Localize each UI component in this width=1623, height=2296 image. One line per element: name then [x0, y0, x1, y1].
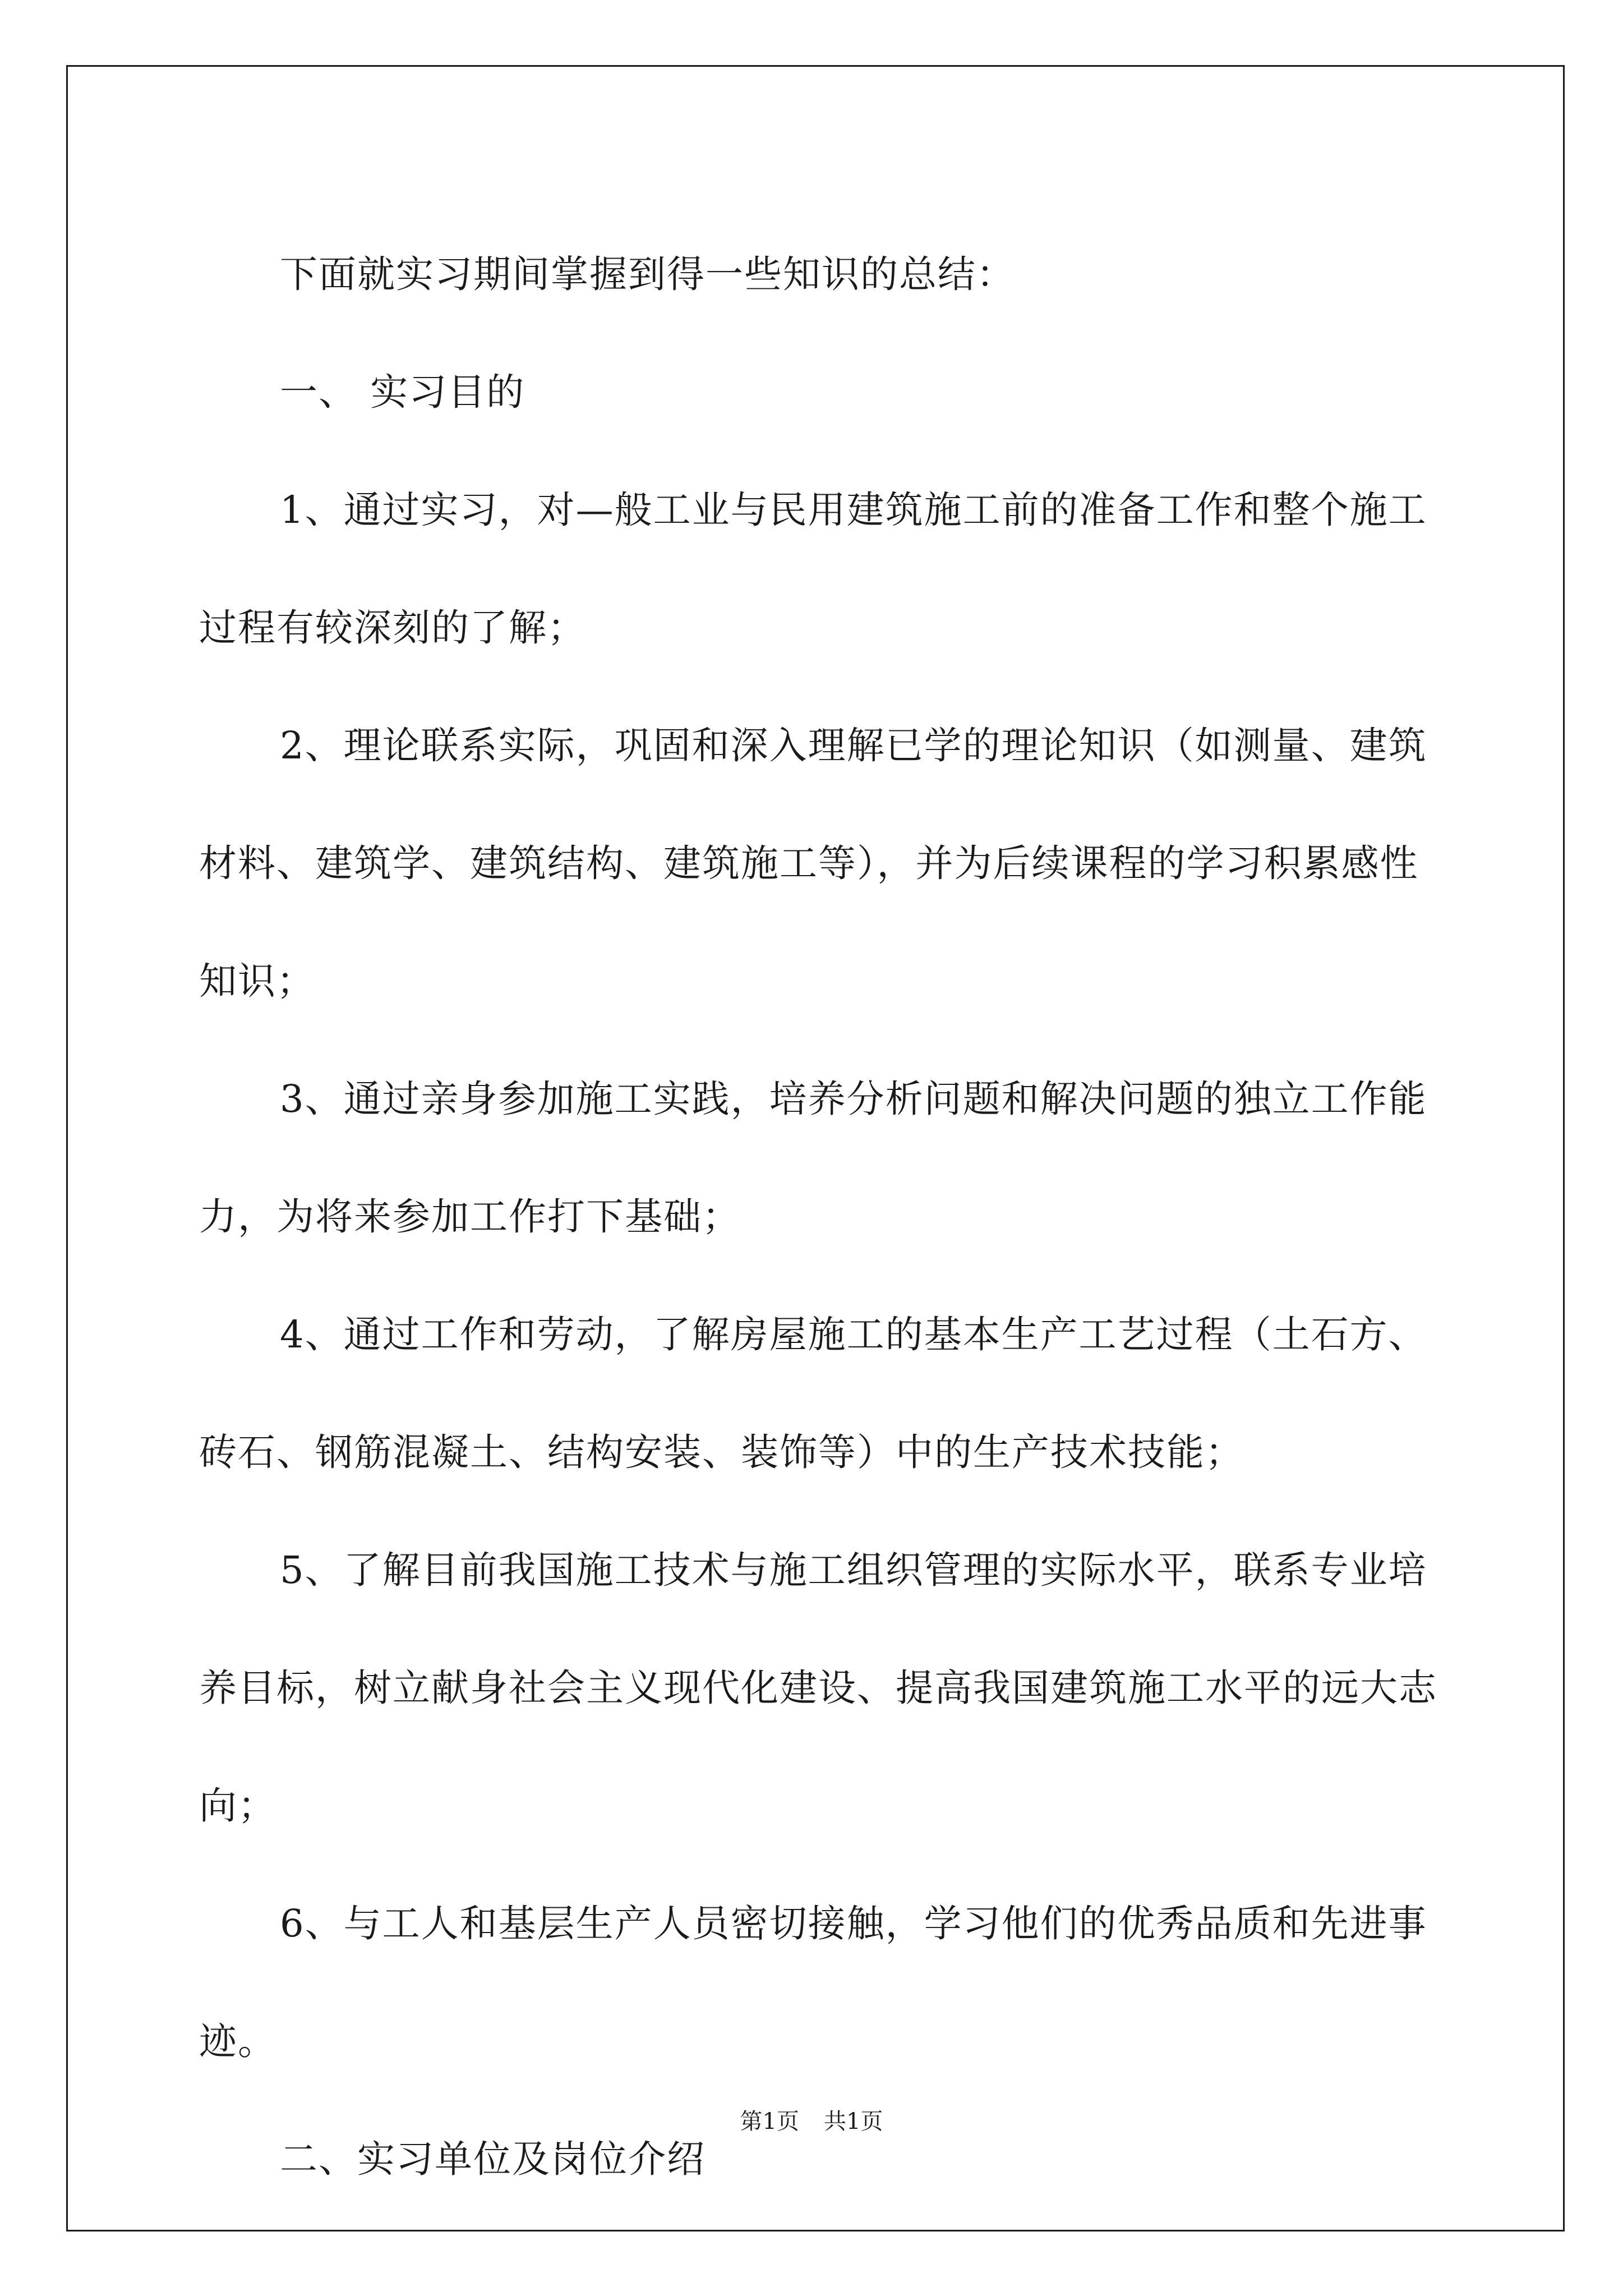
- heading-purpose: 一、 实习目的: [280, 370, 525, 414]
- paragraph-item-4: 4、通过工作和劳动，了解房屋施工的基本生产工艺过程（土石方、砖石、钢筋混凝土、结构安装、装饰等）中的生产技术技能；: [199, 1313, 1427, 1474]
- document-body: [199, 215, 1438, 2218]
- paragraph-intro: 下面就实习期间掌握到得一些知识的总结：: [280, 252, 1015, 296]
- paragraph-item-2: 2、理论联系实际，巩固和深入理解已学的理论知识（如测量、建筑材料、建筑学、建筑结构、建筑施工等），并为后续课程的学习积累感性知识；: [199, 724, 1427, 1003]
- page-number: 第1页: [740, 2109, 799, 2134]
- paragraph-item-3: 3、通过亲身参加施工实践，培养分析问题和解决问题的独立工作能力，为将来参加工作打下基础；: [199, 1077, 1427, 1239]
- paragraph-item-6: 6、与工人和基层生产人员密切接触，学习他们的优秀品质和先进事迹。: [199, 1902, 1427, 2063]
- page-total: 共1页: [824, 2109, 883, 2134]
- page-footer: [0, 2105, 1623, 2138]
- paragraph-item-1: 1、通过实习，对—般工业与民用建筑施工前的准备工作和整个施工过程有较深刻的了解；: [199, 488, 1427, 650]
- heading-unit-intro: 二、实习单位及岗位介绍: [280, 2137, 706, 2181]
- paragraph-item-5: 5、了解目前我国施工技术与施工组织管理的实际水平，联系专业培养目标，树立献身社会主义现代化建设、提高我国建筑施工水平的远大志向；: [199, 1548, 1437, 1828]
